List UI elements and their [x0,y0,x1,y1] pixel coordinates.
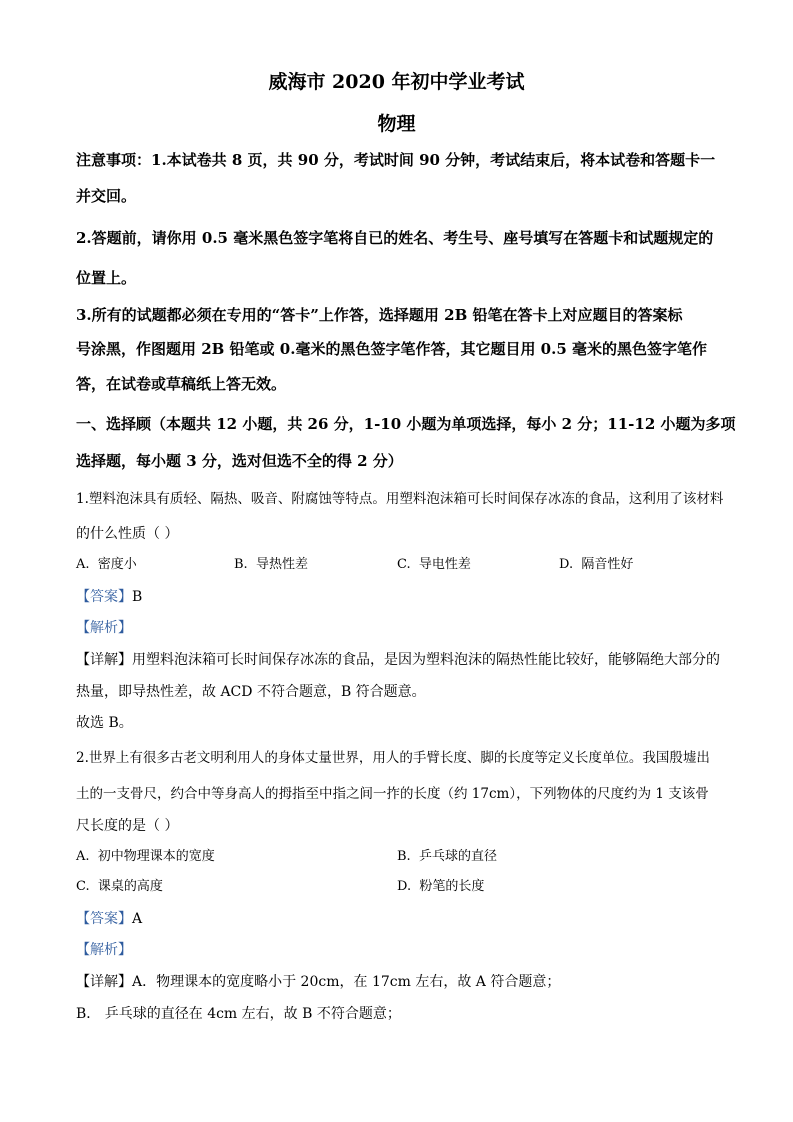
detail-text: A．物理课本的宽度略小于 20cm，在 17cm 左右，故 A 符合题意； [132,974,561,990]
q2-stem-line-1: 2.世界上有很多古老文明利用人的身体丈量世界，用人的手臂长度、脚的长度等定义长度单位。我国殷墟出 [76,750,710,766]
option-key: B. [234,557,248,572]
option-key: B. [397,849,411,864]
exam-title: 威海市 2020 年初中学业考试 [268,71,525,93]
q1-option-a [76,555,137,575]
option-key: D. [559,557,574,572]
answer-label: 【答案】 [76,589,132,605]
option-text: 导热性差 [255,557,308,572]
q2-stem-line-3: 尺长度的是（ ） [76,818,179,834]
notice-line-3: 2.答题前，请你用 0.5 毫米黑色签字笔将自已的姓名、考生号、座号填写在答题卡和试题规定的 [76,229,714,247]
option-text: 初中物理课本的宽度 [97,849,215,864]
q2-answer [76,909,142,929]
q2-detail-line-1 [76,972,560,992]
q1-option-c [397,555,471,575]
q1-detail-line-1 [76,650,720,670]
answer-value: B [132,589,143,605]
q2-option-c [76,877,163,897]
option-key: A. [76,849,90,864]
q2-stem-line-2: 土的一支骨尺，约合中等身高人的拇指至中指之间一拃的长度（约 17cm），下列物体的尺度约为 1 支该骨 [76,786,709,802]
option-key: C. [397,557,411,572]
detail-label: 【详解】 [76,652,132,668]
q1-stem-line-2: 的什么性质（ ） [76,526,179,542]
q2-option-d [397,877,484,897]
q2-option-b [397,847,497,867]
notice-line-4: 位置上。 [76,269,137,287]
q1-stem-line-1: 1.塑料泡沫具有质轻、隔热、吸音、附腐蚀等特点。用塑料泡沫箱可长时间保存冰冻的食品，这利用了该材料 [76,491,724,507]
option-text: 乒乓球的直径 [418,849,497,864]
option-text: 粉笔的长度 [419,879,485,894]
q1-conclusion: 故选 B。 [76,715,133,731]
option-text: 密度小 [97,557,137,572]
option-key: C. [76,879,90,894]
q2-detail-line-2: B． 乒乓球的直径在 4cm 左右，故 B 不符合题意； [76,1006,401,1022]
answer-label: 【答案】 [76,911,132,927]
q1-analysis-label: 【解析】 [76,620,132,636]
option-key: D. [397,879,412,894]
option-text: 导电性差 [418,557,471,572]
detail-text: 用塑料泡沫箱可长时间保存冰冻的食品，是因为塑料泡沫的隔热性能比较好，能够隔绝大部分的 [132,652,720,668]
answer-value: A [132,911,143,927]
q2-option-a [76,847,215,867]
q1-detail-line-2: 热量，即导热性差，故 ACD 不符合题意，B 符合题意。 [76,684,426,700]
detail-label: 【详解】 [76,974,132,990]
option-key: A. [76,557,90,572]
notice-line-7: 答，在试卷或草稿纸上答无效。 [76,375,287,393]
notice-line-6: 号涂黑，作图题用 2B 铅笔或 0.毫米的黑色签字笔作答，其它题目用 0.5 毫米的黑色签字笔作 [76,340,707,358]
subject-title: 物理 [377,113,416,135]
q1-option-d [559,555,633,575]
q1-option-b [234,555,308,575]
q2-analysis-label: 【解析】 [76,942,132,958]
notice-line-2: 并交回。 [76,187,137,205]
section-heading-line-2: 选择题，每小题 3 分，选对但选不全的得 2 分） [76,452,403,470]
q1-answer [76,587,142,607]
option-text: 隔音性好 [581,557,634,572]
notice-line-5: 3.所有的试题都必须在专用的“答卡”上作答，选择题用 2B 铅笔在答卡上对应题目的答案标 [76,306,683,324]
notice-line-1: 注意事项：1.本试卷共 8 页，共 90 分，考试时间 90 分钟，考试结束后，将本试卷和答题卡一 [76,151,716,169]
section-heading-line-1: 一、选择顾（本题共 12 小题，共 26 分，1-10 小题为单项选择，每小 2 分；11-12 小题为多项 [76,415,736,433]
option-text: 课桌的高度 [97,879,163,894]
